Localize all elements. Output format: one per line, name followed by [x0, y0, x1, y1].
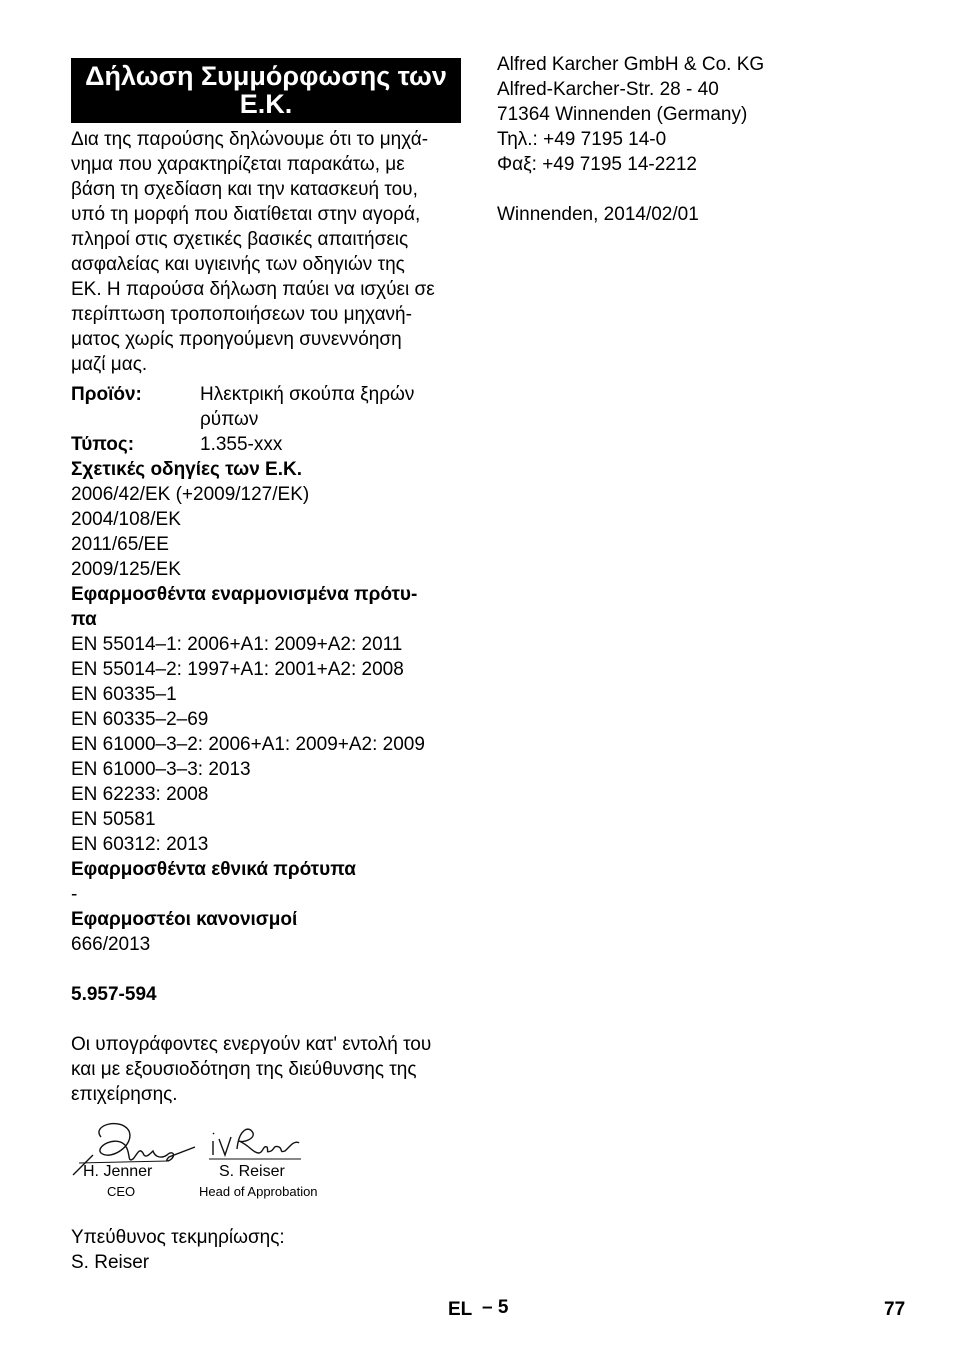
- standard-item: EN 60335–1: [71, 684, 177, 705]
- product-row: [71, 382, 461, 432]
- intro-line: μαζί μας.: [71, 354, 148, 375]
- standard-item: EN 62233: 2008: [71, 784, 209, 805]
- national-heading: Εφαρμοσθέντα εθνικά πρότυπα: [71, 859, 356, 880]
- standard-item: EN 60312: 2013: [71, 834, 209, 855]
- place-date: Winnenden, 2014/02/01: [497, 204, 699, 225]
- intro-line: ΕΚ. Η παρούσα δήλωση παύει να ισχύει σε: [71, 279, 435, 300]
- company-line: Φαξ: +49 7195 14-2212: [497, 154, 697, 175]
- standard-item: EN 60335–2–69: [71, 709, 209, 730]
- page-title: Δήλωση Συμμόρφωσης των Ε.Κ.: [71, 58, 461, 123]
- page-number: 77: [884, 1299, 906, 1320]
- company-line: 71364 Winnenden (Germany): [497, 104, 748, 125]
- footer-section: – 5: [482, 1297, 509, 1318]
- type-row: [71, 432, 461, 457]
- type-label: Τύπος:: [71, 434, 135, 455]
- product-value-line: ρύπων: [200, 409, 259, 430]
- signatory-line: επιχείρησης.: [71, 1084, 178, 1105]
- documentation-name: S. Reiser: [71, 1252, 150, 1273]
- documentation-label: Υπεύθυνος τεκμηρίωσης:: [71, 1227, 285, 1248]
- left-column: [71, 58, 461, 1275]
- standard-item: EN 55014–1: 2006+A1: 2009+A2: 2011: [71, 634, 403, 655]
- regulations-value: 666/2013: [71, 934, 151, 955]
- intro-line: περίπτωση τροποποιήσεων του μηχανή-: [71, 304, 412, 325]
- intro-line: βάση τη σχεδίαση και την κατασκευή του,: [71, 179, 418, 200]
- reiser-signature: [209, 1119, 309, 1163]
- standard-item: EN 61000–3–3: 2013: [71, 759, 251, 780]
- signer-name: S. Reiser: [219, 1163, 285, 1180]
- intro-line: πληροί στις σχετικές βασικές απαιτήσεις: [71, 229, 409, 250]
- standard-item: EN 55014–2: 1997+A1: 2001+A2: 2008: [71, 659, 404, 680]
- signer-role: CEO: [107, 1184, 136, 1199]
- footer-language: EL: [448, 1299, 473, 1320]
- type-value: 1.355-xxx: [200, 434, 283, 455]
- signer-name: H. Jenner: [83, 1163, 153, 1180]
- harmonized-heading-cont: πα: [71, 609, 97, 630]
- intro-line: νημα που χαρακτηρίζεται παρακάτω, με: [71, 154, 405, 175]
- signatory-line: και με εξουσιοδότηση της διεύθυνσης της: [71, 1059, 417, 1080]
- product-value: [200, 382, 461, 432]
- harmonized-heading: Εφαρμοσθέντα εναρμονισμένα πρότυ-: [71, 584, 418, 605]
- standard-item: EN 50581: [71, 809, 156, 830]
- company-line: Alfred Karcher GmbH & Co. KG: [497, 54, 765, 75]
- signature-block: [71, 1117, 461, 1225]
- intro-line: υπό τη μορφή που διατίθεται στην αγορά,: [71, 204, 421, 225]
- product-value-line: Ηλεκτρική σκούπα ξηρών: [200, 384, 415, 405]
- document-number: 5.957-594: [71, 984, 157, 1005]
- directives-heading: Σχετικές οδηγίες των Ε.Κ.: [71, 459, 302, 480]
- company-line: Τηλ.: +49 7195 14-0: [497, 129, 667, 150]
- intro-line: ματος χωρίς προηγούμενη συνεννόηση: [71, 329, 402, 350]
- signatory-line: Οι υπογράφοντες ενεργούν κατ' εντολή του: [71, 1034, 432, 1055]
- regulations-heading: Εφαρμοστέοι κανονισμοί: [71, 909, 298, 930]
- directive-item: 2011/65/EE: [71, 534, 169, 555]
- right-column: [497, 52, 897, 227]
- standard-item: EN 61000–3–2: 2006+A1: 2009+A2: 2009: [71, 734, 425, 755]
- directive-item: 2004/108/EK: [71, 509, 181, 530]
- signer-role: Head of Approbation: [199, 1184, 318, 1199]
- directive-item: 2009/125/EK: [71, 559, 181, 580]
- company-line: Alfred-Karcher-Str. 28 - 40: [497, 79, 719, 100]
- intro-line: ασφαλείας και υγιεινής των οδηγιών της: [71, 254, 405, 275]
- product-label: Προϊόν:: [71, 384, 142, 405]
- directive-item: 2006/42/EK (+2009/127/EK): [71, 484, 310, 505]
- intro-paragraph: [71, 127, 461, 377]
- intro-line: Δια της παρούσης δηλώνουμε ότι το μηχά-: [71, 129, 429, 150]
- national-value: -: [71, 884, 78, 905]
